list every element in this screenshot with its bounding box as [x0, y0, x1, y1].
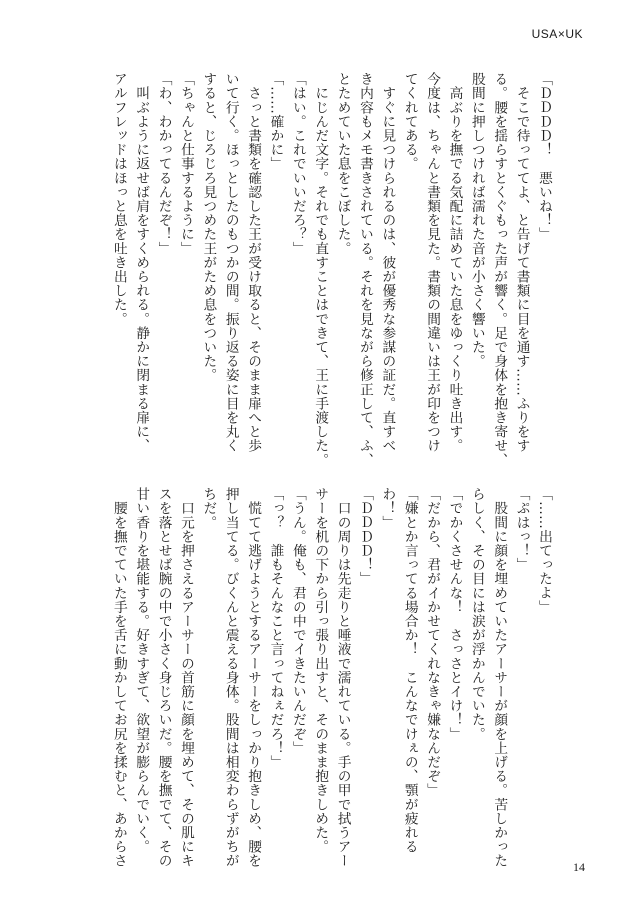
text-line: 「ＤＤＤＤ！ 悪いね！」 [536, 72, 552, 242]
text-line: そこで待っててよ、と告げて書類に目を通す……ふりをす [513, 72, 530, 453]
text-line: すぐに見つけられるのは、彼が優秀な参謀の証だ。直すべ [379, 72, 396, 453]
text-line: 「ちゃんと仕事するように」 [178, 72, 194, 256]
text-line: 「っ？ 誰もそんなこと言ってねぇだろ！」 [267, 487, 284, 769]
text-line: き内容もメモ書きされている。それを見ながら修正して、ふ、 [357, 72, 373, 467]
text-line: 「嫌とか言ってる場合か！ こんなでけぇの、顎が疲れる [401, 487, 418, 854]
text-block-bottom [100, 487, 550, 872]
text-line: 「はい。これでいいだろ？」 [289, 72, 306, 256]
text-line: 「でかくさせんな！ さっさとイけ！」 [446, 487, 463, 741]
text-line: 「……確かに」 [267, 72, 284, 171]
text-line: 「……出てったよ」 [536, 487, 552, 614]
text-line: 叫ぶように返せば肩をすくめられる。静かに閉まる扉に、 [133, 72, 150, 453]
text-line: 口元を押さえるアーサーの首筋に顔を埋めて、その肌にキ [178, 487, 194, 868]
text-line: 「だから、君がイかせてくれなきゃ嫌なんだぞ」 [424, 487, 441, 798]
text-line: 押し当てる。びくんと震える身体。股間は相変わらずがちが [222, 487, 239, 868]
text-line: サーを机の下から引っ張り出すと、そのまま抱きしめた。 [312, 487, 329, 854]
text-line: 高ぶりを撫でる気配に詰めていた息をゆっくり吐き出す。 [446, 72, 463, 453]
text-line: らしく、その目には涙が浮かんでいた。 [468, 487, 485, 741]
text-line: わ！」 [379, 487, 396, 530]
running-header: USA×UK [531, 27, 583, 41]
text-line: 今度は、ちゃんと書類を見た。書類の間違いは王が印をつけ [424, 72, 441, 453]
text-line: 口の周りは先走りと唾液で濡れている。手の甲で拭うアー [334, 487, 351, 868]
text-line: すると、じろじろ見つめた王がため息をついた。 [200, 72, 217, 383]
text-line: にじんだ文字。それでも直すことはできて、王に手渡した。 [312, 72, 329, 467]
text-line: 「うん。俺も、君の中でイきたいんだぞ」 [289, 487, 306, 755]
text-line: 「ＤＤＤＤ！」 [357, 487, 373, 586]
text-line: いて行く。ほっとしたのもつかの間。振り返る姿に目を丸く [222, 72, 239, 453]
text-line: 「ぷはっ！」 [513, 487, 530, 572]
text-line: 腰を撫でていた手を舌に動かしてお尻を揉むと、あからさ [110, 487, 127, 868]
text-line: 「わ、わかってるんだぞ！」 [155, 72, 172, 256]
text-line: 股間に顔を埋めていたアーサーが顔を上げる。苦しかった [491, 487, 508, 868]
text-line: 慌てて逃げようとするアーサーをしっかり抱きしめ、腰を [245, 487, 262, 868]
text-block-top [100, 72, 552, 467]
text-line: さっと書類を確認した王が受け取ると、そのまま扉へと歩 [245, 72, 262, 453]
text-line: ちだ。 [200, 487, 217, 530]
text-line: 甘い香りを堪能する。好きすぎて、欲望が膨らんでいく。 [133, 487, 150, 854]
text-line: スを落とせば腕の中で小さく身じろいだ。腰を撫でて、その [155, 487, 172, 868]
text-line: る。腰を揺らすとくぐもった声が響く。足で身体を抱き寄せ、 [491, 72, 508, 467]
page-number: 14 [573, 860, 585, 874]
text-line: とためていた息をこぼした。 [334, 72, 351, 256]
text-line: てくれてある。 [401, 72, 418, 171]
text-line: アルフレッドはほっと息を吐き出した。 [110, 72, 127, 326]
text-line: 股間に押しつければ濡れた音が小さく響いた。 [468, 72, 485, 369]
